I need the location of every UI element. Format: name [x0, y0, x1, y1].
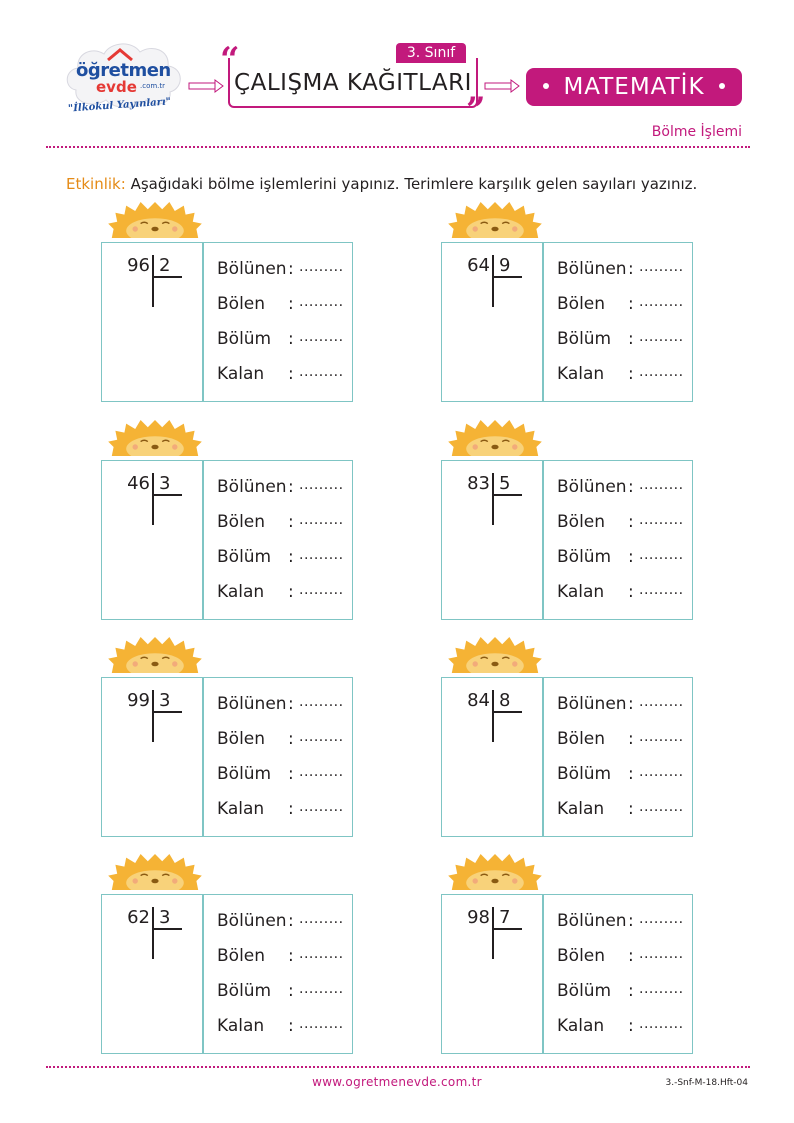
term-divisor: [217, 729, 347, 764]
term-label: Bölünen: [557, 911, 627, 931]
term-colon: :: [288, 259, 294, 279]
term-colon: :: [628, 946, 634, 966]
answer-blank[interactable]: .........: [639, 329, 684, 345]
lion-icon: [103, 854, 207, 890]
division-bracket: [492, 690, 494, 742]
term-label: Bölünen: [217, 694, 287, 714]
answer-blank[interactable]: .........: [639, 1016, 684, 1032]
term-label: Bölünen: [217, 477, 287, 497]
term-divisor: [217, 294, 347, 329]
terms-list: [217, 911, 347, 1051]
answer-blank[interactable]: .........: [299, 477, 344, 493]
divisor-number: 7: [499, 907, 511, 928]
answer-blank[interactable]: .........: [639, 764, 684, 780]
division-bracket: [152, 255, 154, 307]
subject-label: MATEMATİK: [563, 74, 705, 100]
division-underline: [152, 711, 182, 713]
divisor-number: 3: [159, 907, 171, 928]
card-separator: [542, 243, 544, 401]
terms-list: [217, 259, 347, 399]
term-label: Bölen: [217, 946, 266, 966]
term-label: Bölünen: [557, 259, 627, 279]
term-label: Kalan: [557, 1016, 605, 1036]
divisor-number: 5: [499, 473, 511, 494]
answer-blank[interactable]: .........: [639, 364, 684, 380]
answer-blank[interactable]: .........: [639, 946, 684, 962]
term-label: Kalan: [217, 799, 265, 819]
division-bracket: [152, 473, 154, 525]
arrow-right-icon: [484, 79, 520, 93]
lion-icon: [103, 637, 207, 673]
term-colon: :: [288, 294, 294, 314]
division-underline: [492, 711, 522, 713]
term-label: Bölen: [217, 729, 266, 749]
logo-text-bottom: evde: [96, 78, 137, 96]
card-separator: [542, 678, 544, 836]
dividend-number: 64: [467, 255, 490, 276]
card-separator: [542, 895, 544, 1053]
term-label: Bölüm: [217, 981, 272, 1001]
term-remainder: [217, 582, 347, 617]
term-label: Bölen: [557, 512, 606, 532]
answer-blank[interactable]: .........: [299, 729, 344, 745]
answer-blank[interactable]: .........: [639, 911, 684, 927]
division-underline: [152, 494, 182, 496]
subject-badge: [526, 68, 742, 106]
term-colon: :: [288, 512, 294, 532]
answer-blank[interactable]: .........: [299, 547, 344, 563]
term-colon: :: [288, 364, 294, 384]
term-colon: :: [288, 477, 294, 497]
term-divisor: [557, 946, 687, 981]
term-label: Bölen: [557, 294, 606, 314]
term-quotient: [217, 547, 347, 582]
answer-blank[interactable]: .........: [639, 294, 684, 310]
dividend-number: 98: [467, 907, 490, 928]
term-remainder: [217, 1016, 347, 1051]
answer-blank[interactable]: .........: [299, 946, 344, 962]
term-label: Bölüm: [557, 764, 612, 784]
dividend-number: 62: [127, 907, 150, 928]
instruction-label: Etkinlik:: [66, 175, 126, 193]
term-label: Bölüm: [217, 547, 272, 567]
dividend-number: 46: [127, 473, 150, 494]
term-colon: :: [628, 694, 634, 714]
division-bracket: [492, 473, 494, 525]
bullet-icon: [719, 83, 725, 89]
term-colon: :: [288, 694, 294, 714]
term-colon: :: [628, 547, 634, 567]
term-label: Bölen: [557, 946, 606, 966]
term-quotient: [557, 981, 687, 1016]
divider-bottom: [46, 1066, 750, 1068]
terms-list: [557, 911, 687, 1051]
lion-icon: [443, 854, 547, 890]
answer-blank[interactable]: .........: [299, 259, 344, 275]
terms-list: [557, 477, 687, 617]
quote-close: ”: [466, 90, 486, 130]
logo-text-top: öğretmen: [76, 60, 171, 81]
term-label: Bölünen: [557, 694, 627, 714]
answer-blank[interactable]: .........: [299, 799, 344, 815]
term-colon: :: [628, 329, 634, 349]
division-bracket: [492, 255, 494, 307]
term-dividend: [557, 259, 687, 294]
card-separator: [202, 895, 204, 1053]
term-divisor: [557, 729, 687, 764]
term-colon: :: [288, 764, 294, 784]
term-remainder: [557, 364, 687, 399]
term-colon: :: [628, 512, 634, 532]
term-remainder: [557, 582, 687, 617]
quote-open: “: [220, 40, 240, 80]
term-divisor: [217, 946, 347, 981]
divisor-number: 3: [159, 690, 171, 711]
term-colon: :: [288, 946, 294, 966]
answer-blank[interactable]: .........: [299, 294, 344, 310]
division-underline: [152, 276, 182, 278]
answer-blank[interactable]: .........: [299, 764, 344, 780]
term-label: Bölen: [557, 729, 606, 749]
term-quotient: [557, 547, 687, 582]
lion-icon: [103, 202, 207, 238]
term-dividend: [557, 911, 687, 946]
term-quotient: [557, 764, 687, 799]
term-colon: :: [628, 477, 634, 497]
term-colon: :: [628, 981, 634, 1001]
answer-blank[interactable]: .........: [299, 694, 344, 710]
term-colon: :: [288, 729, 294, 749]
answer-blank[interactable]: .........: [299, 981, 344, 997]
problem-card: [101, 242, 353, 402]
term-quotient: [217, 981, 347, 1016]
lion-icon: [103, 420, 207, 456]
term-colon: :: [288, 582, 294, 602]
lion-icon: [443, 637, 547, 673]
division-underline: [152, 928, 182, 930]
division-bracket: [152, 907, 154, 959]
logo-tagline: "İlkokul Yayınları": [67, 96, 172, 115]
answer-blank[interactable]: .........: [639, 477, 684, 493]
term-label: Bölüm: [217, 764, 272, 784]
term-label: Bölüm: [557, 981, 612, 1001]
instruction: [66, 176, 706, 192]
logo-domain: .com.tr: [140, 82, 166, 90]
term-colon: :: [288, 981, 294, 1001]
term-remainder: [557, 1016, 687, 1051]
footer-code: 3.-Snf-M-18.Hft-04: [665, 1078, 748, 1088]
topic-label: Bölme İşlemi: [651, 124, 742, 140]
divider-top: [46, 146, 750, 148]
grade-badge: 3. Sınıf: [396, 43, 466, 63]
term-colon: :: [628, 1016, 634, 1036]
term-quotient: [217, 329, 347, 364]
term-remainder: [217, 799, 347, 834]
term-dividend: [217, 911, 347, 946]
problem-card: [101, 460, 353, 620]
problem-card: [441, 460, 693, 620]
answer-blank[interactable]: .........: [639, 799, 684, 815]
term-remainder: [217, 364, 347, 399]
answer-blank[interactable]: .........: [299, 364, 344, 380]
term-label: Kalan: [217, 364, 265, 384]
term-label: Bölünen: [217, 259, 287, 279]
term-dividend: [557, 477, 687, 512]
term-divisor: [217, 512, 347, 547]
card-separator: [542, 461, 544, 619]
term-label: Kalan: [557, 799, 605, 819]
card-separator: [202, 678, 204, 836]
answer-blank[interactable]: .........: [299, 582, 344, 598]
answer-blank[interactable]: .........: [639, 729, 684, 745]
term-colon: :: [288, 329, 294, 349]
page-title: ÇALIŞMA KAĞITLARI: [234, 70, 472, 96]
term-label: Kalan: [217, 582, 265, 602]
bullet-icon: [543, 83, 549, 89]
instruction-text: Aşağıdaki bölme işlemlerini yapınız. Terimlere karşılık gelen sayıları yazınız.: [125, 175, 698, 193]
division-bracket: [152, 690, 154, 742]
answer-blank[interactable]: .........: [639, 259, 684, 275]
divisor-number: 2: [159, 255, 171, 276]
answer-blank[interactable]: .........: [299, 1016, 344, 1032]
term-quotient: [557, 329, 687, 364]
dividend-number: 83: [467, 473, 490, 494]
answer-blank[interactable]: .........: [299, 329, 344, 345]
term-label: Bölüm: [557, 329, 612, 349]
term-colon: :: [628, 799, 634, 819]
term-colon: :: [288, 911, 294, 931]
arrow-right-icon: [188, 79, 224, 93]
term-colon: :: [628, 364, 634, 384]
term-dividend: [217, 477, 347, 512]
term-label: Bölen: [217, 294, 266, 314]
term-colon: :: [628, 294, 634, 314]
answer-blank[interactable]: .........: [299, 512, 344, 528]
answer-blank[interactable]: .........: [639, 547, 684, 563]
term-label: Kalan: [557, 364, 605, 384]
dividend-number: 99: [127, 690, 150, 711]
term-label: Kalan: [217, 1016, 265, 1036]
term-dividend: [217, 694, 347, 729]
term-label: Bölüm: [557, 547, 612, 567]
division-underline: [492, 494, 522, 496]
term-colon: :: [288, 547, 294, 567]
answer-blank[interactable]: .........: [299, 911, 344, 927]
footer-url[interactable]: www.ogretmenevde.com.tr: [312, 1075, 482, 1089]
term-label: Bölünen: [557, 477, 627, 497]
dividend-number: 96: [127, 255, 150, 276]
term-remainder: [557, 799, 687, 834]
terms-list: [557, 694, 687, 834]
division-bracket: [492, 907, 494, 959]
terms-list: [217, 477, 347, 617]
division-underline: [492, 276, 522, 278]
term-colon: :: [288, 799, 294, 819]
card-separator: [202, 243, 204, 401]
term-quotient: [217, 764, 347, 799]
problem-card: [441, 894, 693, 1054]
term-colon: :: [288, 1016, 294, 1036]
term-divisor: [557, 512, 687, 547]
dividend-number: 84: [467, 690, 490, 711]
answer-blank[interactable]: .........: [639, 981, 684, 997]
answer-blank[interactable]: .........: [639, 582, 684, 598]
term-colon: :: [628, 764, 634, 784]
card-separator: [202, 461, 204, 619]
term-label: Kalan: [557, 582, 605, 602]
term-colon: :: [628, 259, 634, 279]
terms-list: [217, 694, 347, 834]
term-colon: :: [628, 729, 634, 749]
problem-card: [101, 677, 353, 837]
lion-icon: [443, 202, 547, 238]
term-divisor: [557, 294, 687, 329]
term-colon: :: [628, 911, 634, 931]
term-colon: :: [628, 582, 634, 602]
division-underline: [492, 928, 522, 930]
term-label: Bölen: [217, 512, 266, 532]
problem-card: [441, 677, 693, 837]
divisor-number: 3: [159, 473, 171, 494]
problem-card: [101, 894, 353, 1054]
term-label: Bölünen: [217, 911, 287, 931]
lion-icon: [443, 420, 547, 456]
term-dividend: [557, 694, 687, 729]
terms-list: [557, 259, 687, 399]
term-label: Bölüm: [217, 329, 272, 349]
divisor-number: 8: [499, 690, 511, 711]
problem-card: [441, 242, 693, 402]
divisor-number: 9: [499, 255, 511, 276]
answer-blank[interactable]: .........: [639, 694, 684, 710]
term-dividend: [217, 259, 347, 294]
answer-blank[interactable]: .........: [639, 512, 684, 528]
